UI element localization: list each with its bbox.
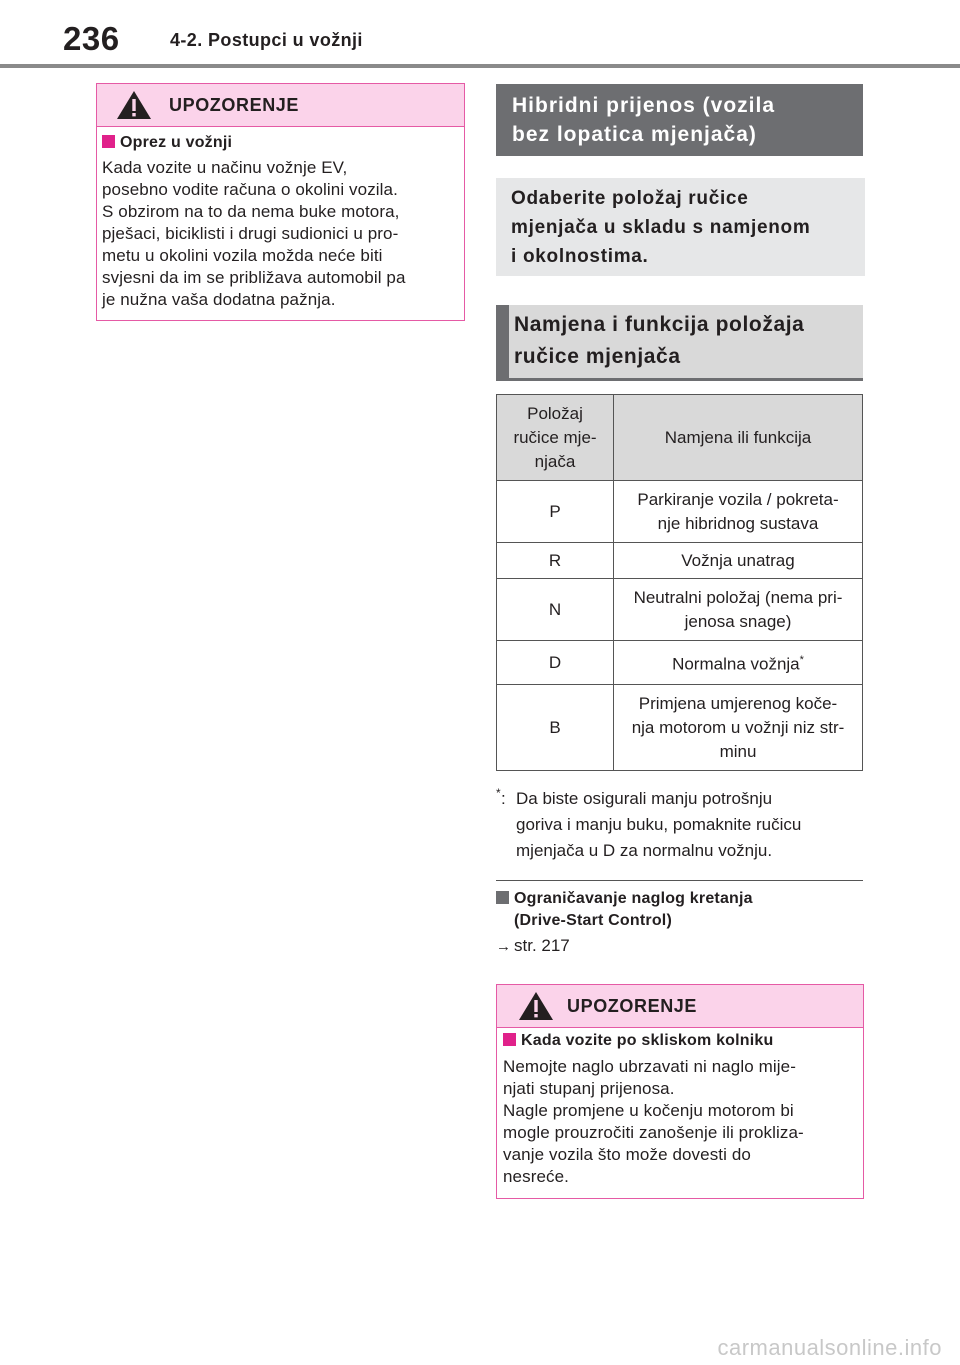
drive-start-heading: Ograničavanje naglog kretanja (Drive-Start Control) [496, 888, 866, 932]
section-divider [496, 880, 863, 881]
table-row [497, 579, 863, 641]
pink-square-bullet-icon [503, 1033, 516, 1046]
position-cell: D [497, 641, 614, 685]
grey-square-bullet-icon [496, 891, 509, 904]
warning-subtitle: Kada vozite po skliskom kolniku [503, 1032, 774, 1050]
footnote: * : Da biste osigurali manju potrošnju goriva i manju buku, pomaknite ručicu mjenjača u D za normalnu vožnju. [496, 786, 866, 864]
warning-triangle-icon [115, 89, 153, 121]
warning-title: UPOZORENJE [169, 95, 300, 115]
table-row [497, 481, 863, 543]
warning-text: Kada vozite u načinu vožnje EV, posebno vodite računa o okolini vozila. S obzirom na to da nema buke motora, pješaci, biciklisti i drugi sudionici u pro- metu u okolini vozila možda neće biti svjesni da im se približava automobil pa je nužna vaša dodatna pažnja. [102, 158, 406, 309]
footnote-marker: * [799, 654, 804, 667]
page-number: 236 [63, 20, 120, 57]
intro-box: Odaberite položaj ručice mjenjača u skladu s namjenom i okolnostima. [496, 178, 865, 276]
function-cell: Neutralni položaj (nema pri- jenosa snage) [614, 579, 863, 641]
shift-positions-heading: Namjena i funkcija položaja ručice mjenjača [496, 305, 863, 381]
position-cell: P [497, 481, 614, 543]
warning-subtitle: Oprez u vožnji [102, 134, 232, 152]
header-divider [0, 64, 960, 68]
page-header [0, 0, 960, 68]
column-header-position: Položaj ručice mje- njača [497, 395, 614, 481]
warning-title: UPOZORENJE [567, 996, 698, 1016]
hybrid-transmission-heading: Hibridni prijenos (vozila bez lopatica mjenjača) [496, 84, 863, 156]
warning-triangle-icon [517, 990, 555, 1022]
footnote-star: * [496, 786, 501, 800]
warning-box-slippery-road [496, 984, 864, 1199]
function-cell: Vožnja unatrag [614, 543, 863, 579]
function-cell: Primjena umjerenog koče- nja motorom u vožnji niz str- minu [614, 685, 863, 771]
warning-box-driving [96, 83, 465, 321]
position-cell: R [497, 543, 614, 579]
pink-square-bullet-icon [102, 135, 115, 148]
warning-header [497, 985, 863, 1028]
table-header-row [497, 395, 863, 481]
table-row [497, 685, 863, 771]
section-title: 4-2. Postupci u vožnji [170, 30, 363, 50]
shift-position-table [496, 394, 863, 771]
function-cell: Parkiranje vozila / pokreta- nje hibridnog sustava [614, 481, 863, 543]
arrow-right-icon: → [496, 938, 511, 955]
column-header-function: Namjena ili funkcija [614, 395, 863, 481]
warning-header [97, 84, 464, 127]
page-reference: → str. 217 [496, 936, 570, 955]
watermark: carmanualsonline.info [717, 1335, 942, 1360]
table-row [497, 543, 863, 579]
table-row [497, 641, 863, 685]
position-cell: N [497, 579, 614, 641]
warning-text: Nemojte naglo ubrzavati ni naglo mije- njati stupanj prijenosa. Nagle promjene u kočenju motorom bi mogle prouzročiti zanošenje ili prokliza- vanje vozila što može dovesti do nesreće. [503, 1057, 804, 1186]
function-cell: Normalna vožnja* [614, 641, 863, 685]
position-cell: B [497, 685, 614, 771]
